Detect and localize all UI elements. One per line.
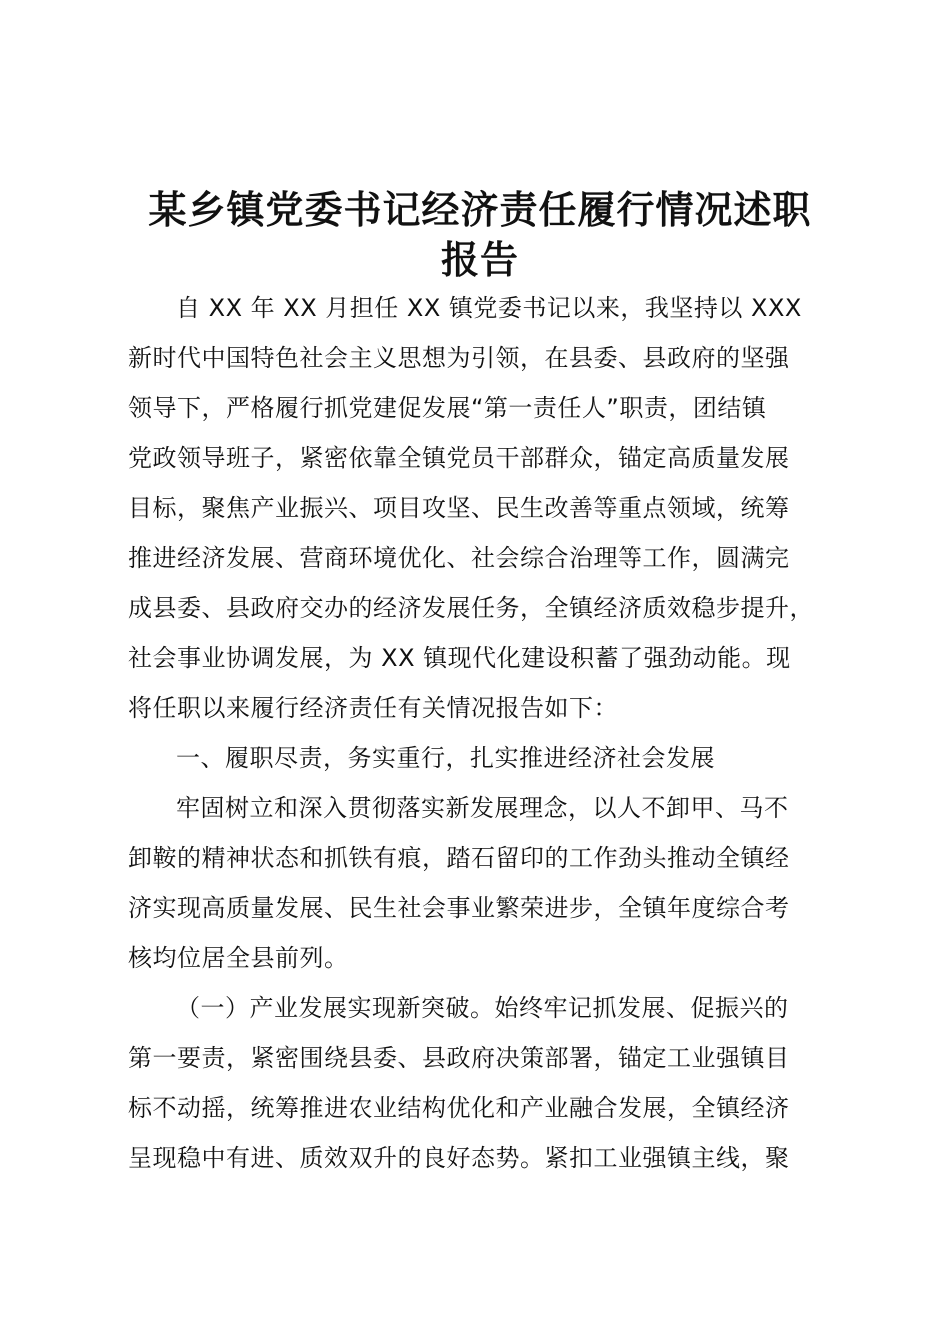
paragraph-line: 推进经济发展、营商环境优化、社会综合治理等工作，圆满完 (128, 544, 790, 572)
section-heading (128, 733, 828, 783)
paragraph-line: 济实现高质量发展、民生社会事业繁荣进步，全镇年度综合考 (128, 894, 790, 922)
section-heading-text: 一、履职尽责，务实重行，扎实推进经济社会发展 (176, 744, 715, 772)
paragraph-line: 标不动摇，统筹推进农业结构优化和产业融合发展，全镇经济 (128, 1094, 790, 1122)
document-title-line-2: 报告 (440, 237, 519, 282)
paragraph-line: 目标，聚焦产业振兴、项目攻坚、民生改善等重点领域，统筹 (128, 494, 790, 522)
paragraph-line: （一）产业发展实现新突破。始终牢记抓发展、促振兴的 (176, 994, 789, 1022)
paragraph-line: 牢固树立和深入贯彻落实新发展理念，以人不卸甲、马不 (176, 794, 789, 822)
paragraph-line: 成县委、县政府交办的经济发展任务，全镇经济质效稳步提升， (128, 594, 814, 622)
body-paragraph (128, 783, 828, 983)
paragraph-line: 第一要责，紧密围绕县委、县政府决策部署，锚定工业强镇目 (128, 1044, 790, 1072)
document-body (128, 283, 828, 1183)
paragraph-line: 新时代中国特色社会主义思想为引领，在县委、县政府的坚强 (128, 344, 790, 372)
paragraph-line: 呈现稳中有进、质效双升的良好态势。紧扣工业强镇主线，聚 (128, 1144, 790, 1172)
paragraph-line: 核均位居全县前列。 (128, 944, 349, 972)
paragraph-line: 党政领导班子，紧密依靠全镇党员干部群众，锚定高质量发展 (128, 444, 790, 472)
intro-paragraph (128, 283, 828, 733)
paragraph-line: 将任职以来履行经济责任有关情况报告如下： (128, 694, 618, 722)
paragraph-line: 卸鞍的精神状态和抓铁有痕，踏石留印的工作劲头推动全镇经 (128, 844, 790, 872)
paragraph-line: 自 XX 年 XX 月担任 XX 镇党委书记以来，我坚持以 XXX (176, 294, 802, 322)
paragraph-line: 社会事业协调发展，为 XX 镇现代化建设积蓄了强劲动能。现 (128, 644, 791, 672)
document-title-line-1: 某乡镇党委书记经济责任履行情况述职 (148, 187, 812, 232)
paragraph-line: 领导下，严格履行抓党建促发展“第一责任人”职责，团结镇 (128, 394, 767, 422)
subsection-paragraph (128, 983, 828, 1183)
